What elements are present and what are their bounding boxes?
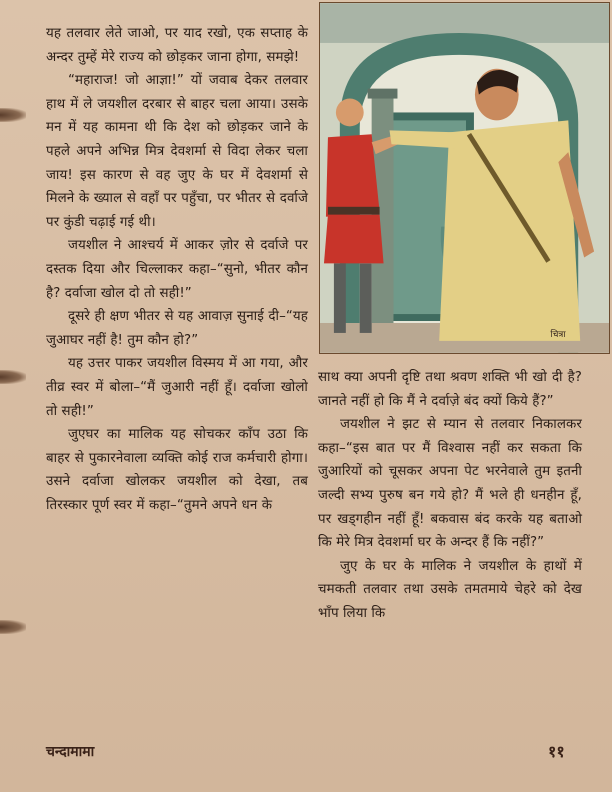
paragraph: जयशील ने आश्चर्य में आकर ज़ोर से दर्वाजे पर दस्तक दिया और चिल्लाकर कहा–“सुनो, भीतर कौन है? दर्वाजा खोल दो तो सही!” <box>46 238 308 301</box>
left-text-column <box>46 22 308 517</box>
paragraph: यह उत्तर पाकर जयशील विस्मय में आ गया, और तीव्र स्वर में बोला–“मैं जुआरी नहीं हूँ। दर्वाजा खोलो तो सही!” <box>46 356 308 419</box>
paragraph: “महाराज! जो आज्ञा!” यों जवाब देकर तलवार हाथ में ले जयशील दरबार से बाहर चला आया। उसके मन में यह कामना थी कि देश को छोड़कर जाने के पहले अपने अभिन्न मित्र देवशर्मा से विदा लेकर चला जाय! इस कारण से वह जुए के घर में देवशर्मा से मिलने के ख्याल से वहाँ पर पहुँचा, पर भीतर से दर्वाजे पर कुंडी चढ़ाई गई थी। <box>46 73 308 230</box>
page-number: ११ <box>548 742 565 761</box>
paragraph: जुएघर का मालिक यह सोचकर काँप उठा कि बाहर से पुकारनेवाला व्यक्ति कोई राज कर्मचारी होगा। उसने दर्वाजा खोलकर जयशील को देखा, तब तिरस्कार पूर्ण स्वर में कहा–“तुमने अपने धन के <box>46 427 308 513</box>
paragraph: जयशील ने झट से म्यान से तलवार निकालकर कहा–“इस बात पर मैं विश्वास नहीं कर सकता कि जुआरियों को चूसकर अपना पेट भरनेवाले तुम इतनी जल्दी सभ्य पुरुष बन गये हो? मैं भले ही धनहीन हूँ, पर खड्गहीन नहीं हूँ! बकवास बंद करके यह बताओ कि मेरे मित्र देवशर्मा घर के अन्दर हैं कि नहीं?” <box>318 417 582 551</box>
binding-hole-mark <box>0 370 26 384</box>
binding-hole-mark <box>0 108 26 122</box>
paragraph: साथ क्या अपनी दृष्टि तथा श्रवण शक्ति भी खो दी है? जानते नहीं हो कि मैं ने दर्वाज़े बंद क्यों किये हैं?” <box>318 370 582 409</box>
story-illustration <box>319 2 610 354</box>
magazine-name: चन्दामामा <box>46 744 95 760</box>
artist-signature: चित्रा <box>550 329 566 340</box>
paragraph: यह तलवार लेते जाओ, पर याद रखो, एक सप्ताह के अन्दर तुम्हें मेरे राज्य को छोड़कर जाना होगा, समझे! <box>46 26 308 65</box>
right-text-column <box>318 366 582 626</box>
binding-hole-mark <box>0 620 26 634</box>
paragraph: दूसरे ही क्षण भीतर से यह आवाज़ सुनाई दी–“यह जुआघर नहीं है! तुम कौन हो?” <box>46 309 308 348</box>
paragraph: जुए के घर के मालिक ने जयशील के हाथों में चमकती तलवार तथा उसके तमतमाये चेहरे को देख भाँप लिया कि <box>318 558 582 621</box>
